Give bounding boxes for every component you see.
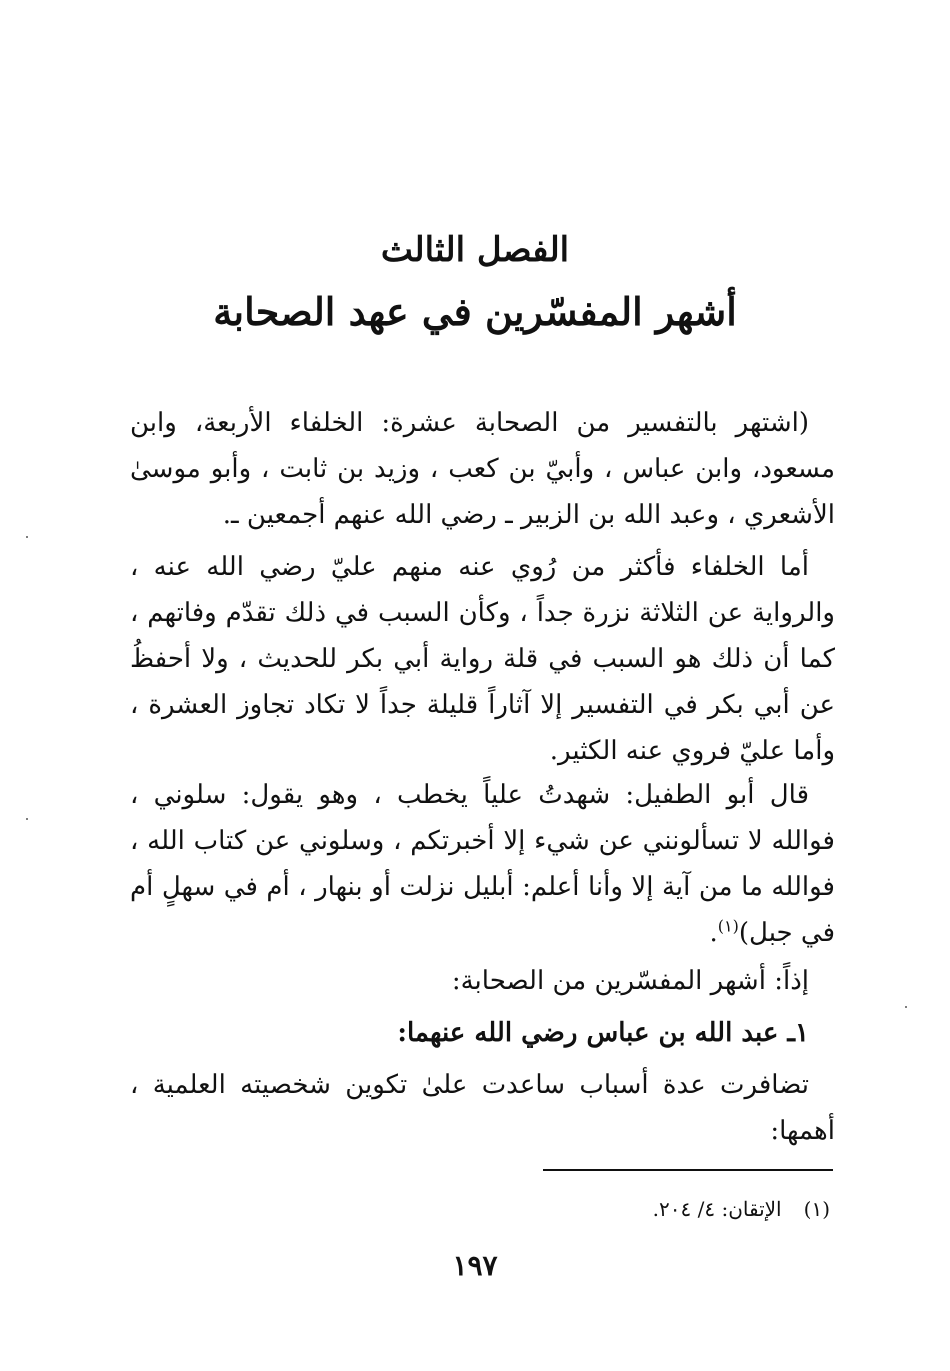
- footnote-reference[interactable]: (١): [717, 916, 739, 936]
- paragraph-text: (اشتهر بالتفسير من الصحابة عشرة: الخلفاء الأربعة، وابن مسعود، وابن عباس ، وأبيّ بن كعب ، وزيد بن ثابت ، وأبو موسىٰ الأشعري ، وعبد الله بن الزبير ـ رضي الله عنهم أجمعين ـ.: [130, 408, 835, 530]
- paragraph-abu-tufail: [130, 772, 835, 956]
- chapter-number: الفصل الثالث: [380, 230, 570, 270]
- footnote-divider: [543, 1169, 833, 1171]
- scan-speck: [26, 536, 28, 538]
- paragraph-quote: [130, 772, 835, 956]
- paragraph-text: تضافرت عدة أسباب ساعدت علىٰ تكوين شخصيته العلمية ، أهمها:: [130, 1070, 835, 1146]
- footnote-number: (١): [803, 1197, 830, 1221]
- paragraph-summary: [130, 958, 835, 1004]
- paragraph-factors: [130, 1062, 835, 1154]
- scan-speck: [26, 818, 28, 820]
- section-heading-ibn-abbas: [130, 1010, 835, 1056]
- paragraph-end-mark: .: [709, 918, 718, 948]
- page-number: ١٩٧: [452, 1249, 498, 1282]
- paragraph-companions-list: [130, 400, 835, 538]
- paragraph-text: أما الخلفاء فأكثر من رُوي عنه منهم عليّ رضي الله عنه ، والرواية عن الثلاثة نزرة جداً ، وكأن السبب في ذلك تقدّم وفاتهم ، كما أن ذلك هو السبب في قلة رواية أبي بكر للحديث ، ولا أحفظُ عن أبي بكر في التفسير إلا آثاراً قليلة جداً لا تكاد تجاوز العشرة ، وأما عليّ فروي عنه الكثير.: [130, 552, 835, 766]
- footnote-text: الإتقان: ٤/ ٢٠٤.: [652, 1197, 782, 1221]
- paragraph-caliphs: [130, 544, 835, 774]
- section-heading-text: ١ـ عبد الله بن عباس رضي الله عنهما:: [397, 1018, 809, 1048]
- paragraph-text: إذاً: أشهر المفسّرين من الصحابة:: [451, 966, 809, 996]
- scan-speck: [905, 1006, 907, 1008]
- paragraph-text: قال أبو الطفيل: شهدتُ علياً يخطب ، وهو يقول: سلوني ، فوالله لا تسألونني عن شيء إلا أخبرتكم ، وسلوني عن كتاب الله ، فوالله ما من آية إلا وأنا أعلم: أبليل نزلت أو بنهار ، أم في سهلٍ أم في جبل): [130, 780, 835, 948]
- chapter-title: أشهر المفسّرين في عهد الصحابة: [213, 289, 737, 334]
- footnote: [653, 1192, 830, 1226]
